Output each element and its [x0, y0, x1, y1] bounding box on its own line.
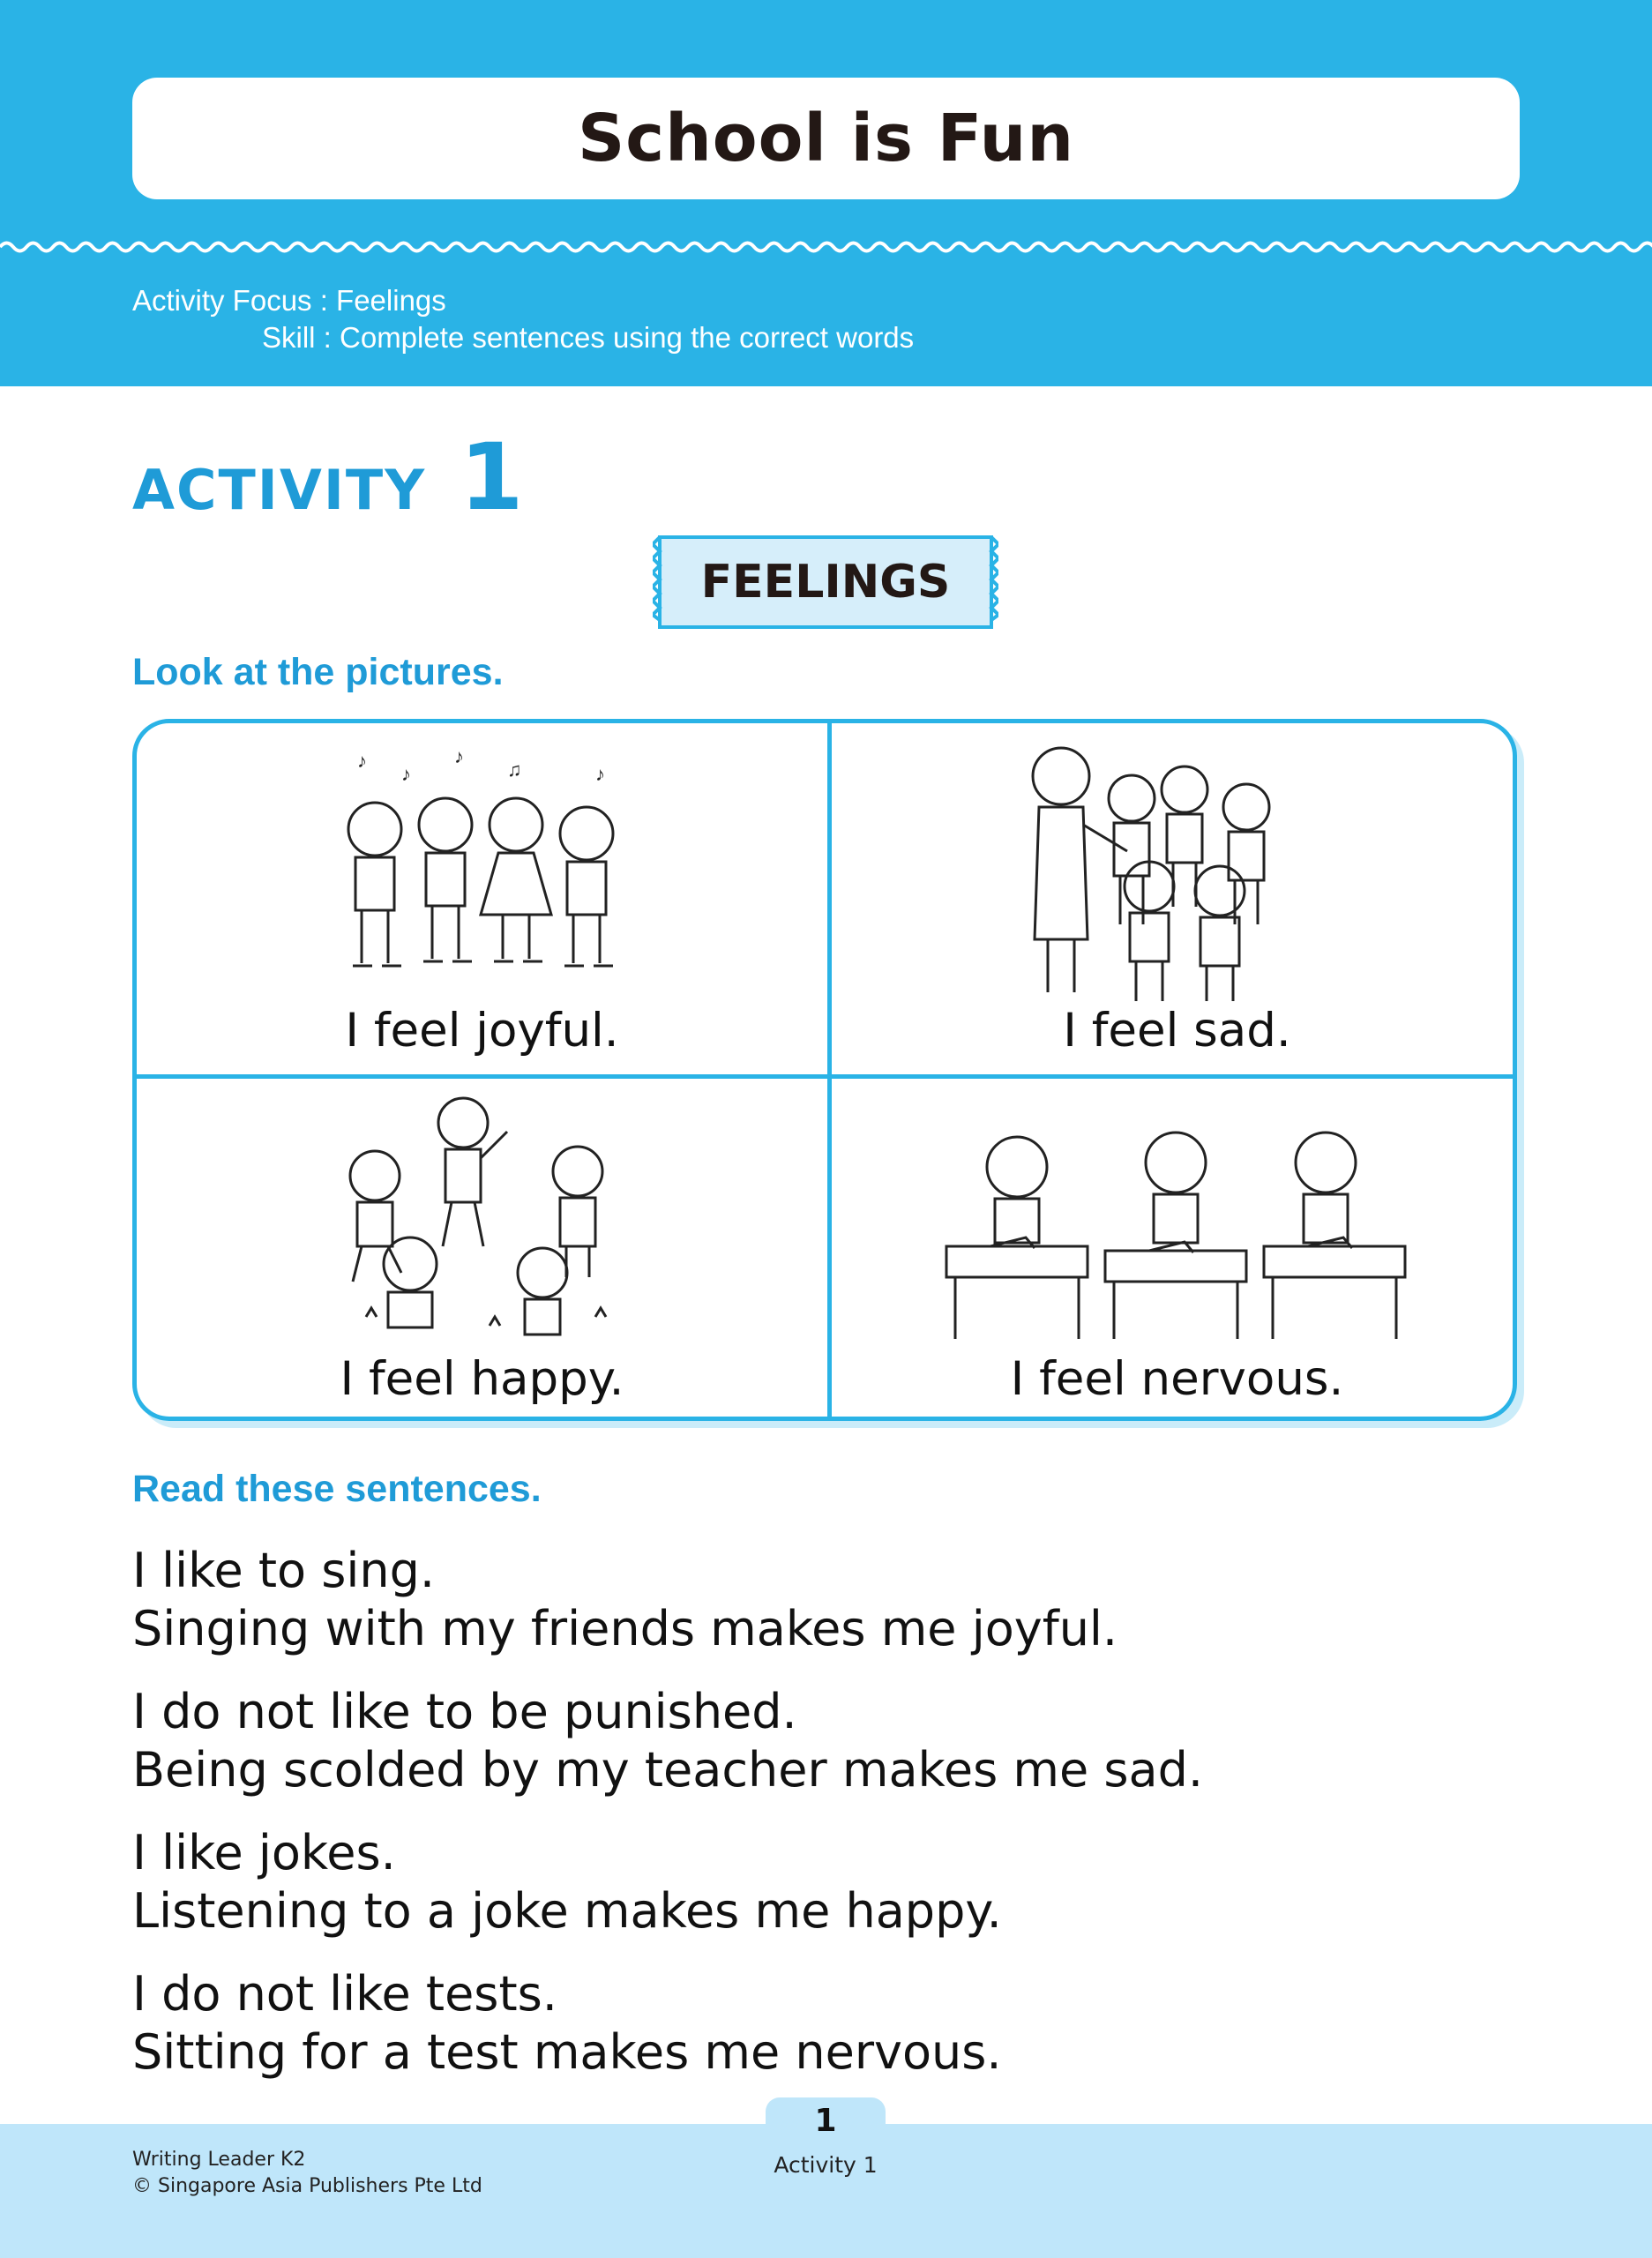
- teacher-scolding-illustration: [1008, 736, 1326, 1010]
- picture-cell-joyful: [137, 723, 827, 1074]
- svg-text:♫: ♫: [507, 759, 522, 781]
- sentence-3-line-1: I like jokes.: [132, 1825, 396, 1880]
- activity-label: ACTIVITY: [132, 458, 427, 522]
- look-instruction: Look at the pictures.: [132, 651, 504, 693]
- footer-section: Activity 1: [774, 2152, 878, 2178]
- sentence-1-line-2: Singing with my friends makes me joyful.: [132, 1601, 1118, 1656]
- read-instruction: Read these sentences.: [132, 1468, 542, 1510]
- picture-cell-happy: [137, 1079, 827, 1430]
- sentence-3-line-2: Listening to a joke makes me happy.: [132, 1883, 1002, 1939]
- footer-copyright: © Singapore Asia Publishers Pte Ltd: [132, 2175, 482, 2197]
- sentence-1-line-1: I like to sing.: [132, 1543, 436, 1598]
- activity-number: 1: [460, 423, 524, 531]
- activity-heading: [132, 423, 523, 531]
- svg-text:♪: ♪: [595, 763, 605, 785]
- footer-book-title: Writing Leader K2: [132, 2149, 306, 2171]
- children-playing-illustration: [313, 1088, 648, 1352]
- page-title: School is Fun: [577, 101, 1075, 176]
- sentence-4-line-2: Sitting for a test makes me nervous.: [132, 2024, 1002, 2080]
- svg-text:♪: ♪: [401, 763, 411, 785]
- skill-line: Skill : Complete sentences using the correct words: [262, 321, 915, 354]
- picture-cell-nervous: [832, 1079, 1522, 1430]
- sentence-4-line-1: I do not like tests.: [132, 1966, 557, 2022]
- caption-nervous: I feel nervous.: [1010, 1352, 1344, 1406]
- feelings-tag: [653, 534, 998, 631]
- sentence-2-line-1: I do not like to be punished.: [132, 1684, 797, 1739]
- title-box: [132, 78, 1520, 199]
- children-taking-test-illustration: [938, 1123, 1414, 1343]
- feelings-label: FEELINGS: [700, 556, 951, 609]
- wave-divider: [0, 236, 1652, 258]
- caption-sad: I feel sad.: [1063, 1004, 1291, 1058]
- svg-text:♪: ♪: [454, 745, 464, 767]
- svg-text:♪: ♪: [357, 750, 367, 772]
- children-singing-illustration: [322, 741, 639, 997]
- page-number: 1: [814, 2103, 837, 2139]
- caption-happy: I feel happy.: [340, 1352, 624, 1406]
- picture-cell-sad: [832, 723, 1522, 1074]
- activity-focus: Activity Focus : Feelings: [132, 284, 446, 317]
- picture-grid: [132, 719, 1517, 1421]
- header-band: [0, 0, 1652, 386]
- caption-joyful: I feel joyful.: [345, 1004, 619, 1058]
- sentence-2-line-2: Being scolded by my teacher makes me sad.: [132, 1742, 1204, 1798]
